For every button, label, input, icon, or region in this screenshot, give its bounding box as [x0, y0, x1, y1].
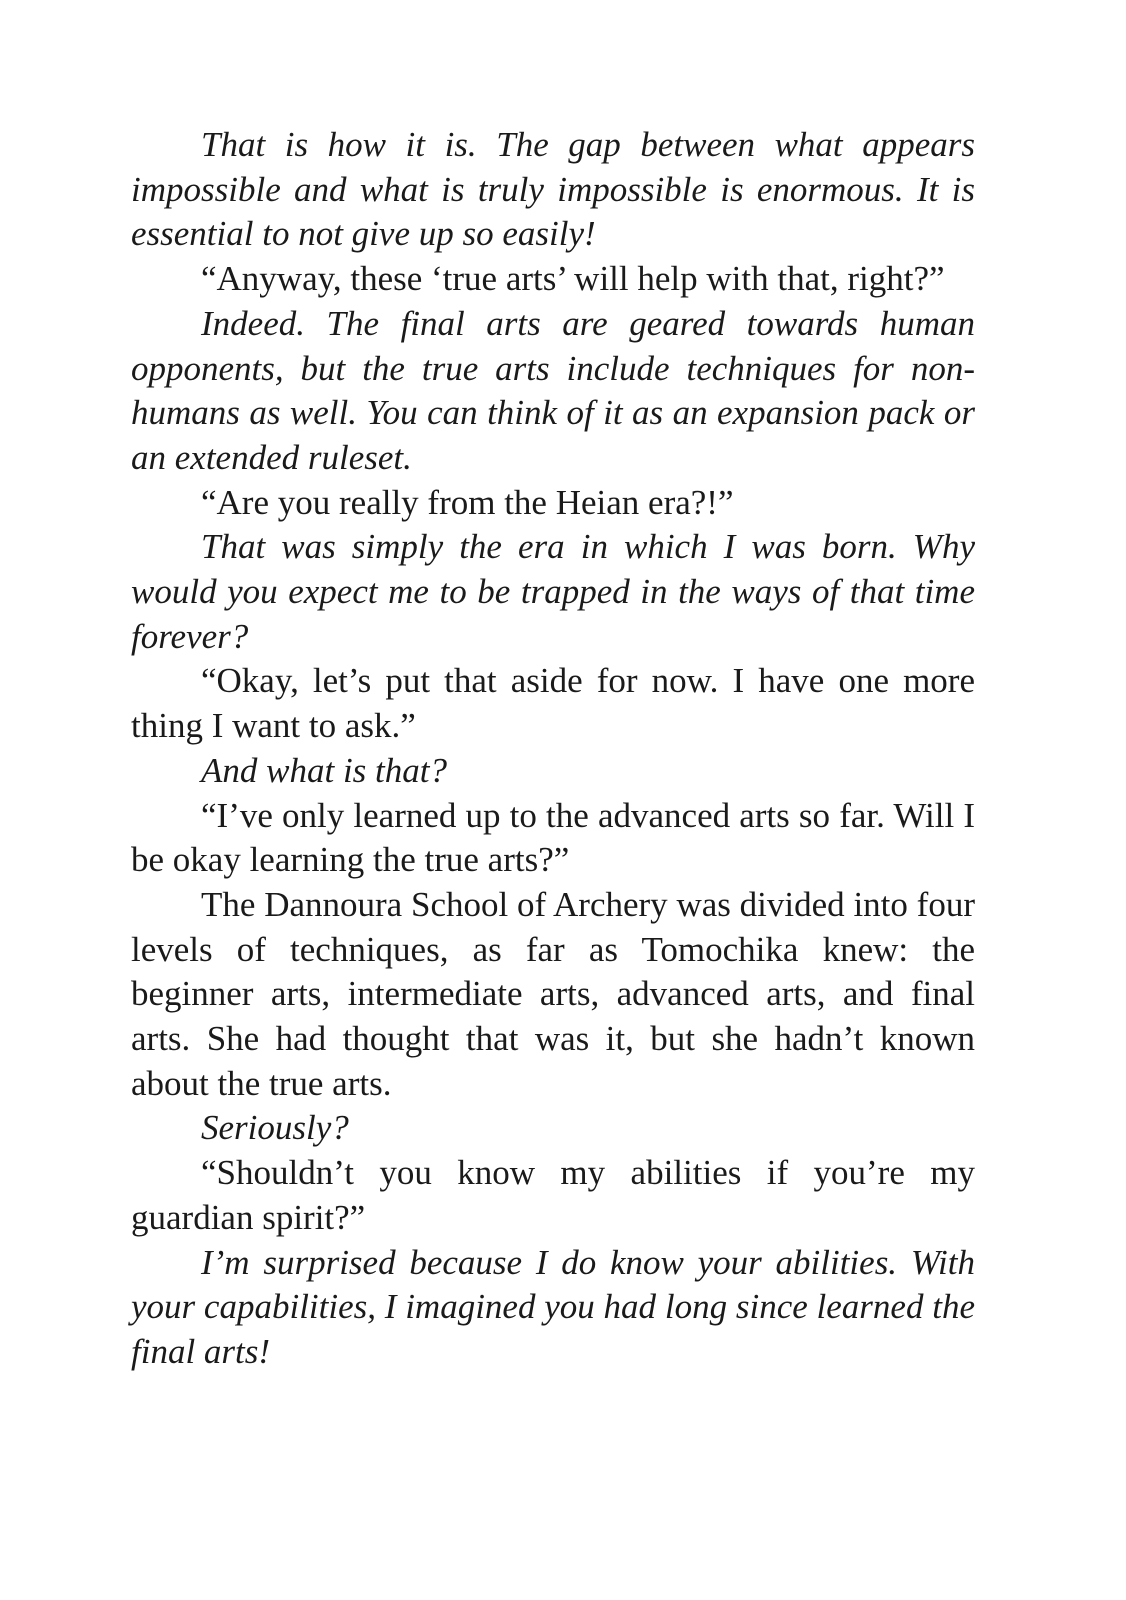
book-page	[131, 123, 975, 1375]
paragraph-inner-thought: And what is that?	[201, 750, 447, 790]
paragraph-dialogue: “Anyway, these ‘true arts’ will help with that, right?”	[201, 259, 945, 299]
paragraph-inner-thought: That is how it is. The gap between what appears impossible and what is truly impossible is enormous. It is essential to not give up so easily!	[131, 125, 975, 254]
paragraph-inner-thought: That was simply the era in which I was born. Why would you expect me to be trapped in the ways of that time forever?	[131, 527, 975, 656]
paragraph-inner-thought: Indeed. The final arts are geared towards human opponents, but the true arts include techniques for non-humans as well. You can think of it as an expansion pack or an extended ruleset.	[131, 303, 975, 477]
paragraph-dialogue: “Shouldn’t you know my abilities if you’re my guardian spirit?”	[131, 1153, 975, 1237]
paragraph-dialogue: “Are you really from the Heian era?!”	[201, 482, 734, 522]
paragraph-dialogue: “Okay, let’s put that aside for now. I have one more thing I want to ask.”	[131, 661, 975, 746]
paragraph-inner-thought: Seriously?	[201, 1108, 349, 1148]
paragraph-inner-thought: I’m surprised because I do know your abilities. With your capabilities, I imagined you had long since learned the final arts!	[131, 1242, 975, 1371]
paragraph-narration: The Dannoura School of Archery was divided into four levels of techniques, as far as Tomochika knew: the beginner arts, intermediate arts, advanced arts, and final arts. She had thought that was it, but she hadn’t known about the true arts.	[131, 884, 975, 1103]
paragraph-dialogue: “I’ve only learned up to the advanced arts so far. Will I be okay learning the true arts?”	[131, 795, 975, 880]
